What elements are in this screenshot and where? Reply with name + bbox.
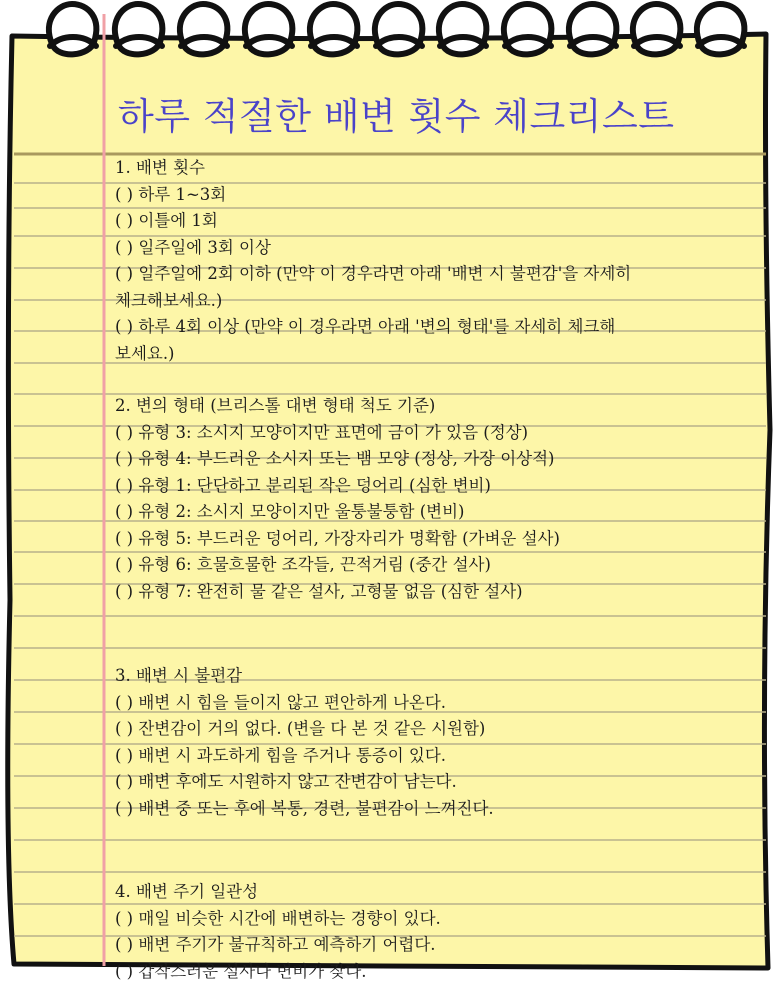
checklist-item-continuation: 체크해보세요.) bbox=[115, 288, 755, 315]
checklist-item[interactable]: ( ) 하루 4회 이상 (만약 이 경우라면 아래 '변의 형태'를 자세히 체크해 bbox=[115, 314, 755, 341]
checklist-item[interactable]: ( ) 유형 2: 소시지 모양이지만 울퉁불퉁함 (변비) bbox=[115, 499, 755, 526]
checklist-item[interactable]: ( ) 이틀에 1회 bbox=[115, 208, 755, 235]
ring-hole bbox=[245, 4, 292, 54]
section-3 bbox=[115, 663, 755, 822]
ring-hole bbox=[697, 4, 744, 54]
ring-hole bbox=[115, 4, 162, 54]
section-4 bbox=[115, 879, 755, 985]
ring-hole bbox=[439, 4, 486, 54]
checklist-item[interactable]: ( ) 갑작스러운 설사나 변비가 잦다. bbox=[115, 959, 755, 985]
checklist-item[interactable]: ( ) 일주일에 3회 이상 bbox=[115, 235, 755, 262]
checklist-item[interactable]: ( ) 유형 3: 소시지 모양이지만 표면에 금이 가 있음 (정상) bbox=[115, 420, 755, 447]
checklist-item[interactable]: ( ) 일주일에 2회 이하 (만약 이 경우라면 아래 '배변 시 불편감'을 자세히 bbox=[115, 261, 755, 288]
section-2 bbox=[115, 393, 755, 605]
ring-hole bbox=[504, 4, 551, 54]
checklist-item[interactable]: ( ) 배변 시 힘을 들이지 않고 편안하게 나온다. bbox=[115, 690, 755, 717]
section-1 bbox=[115, 155, 755, 367]
section-heading: 1. 배변 횟수 bbox=[115, 155, 755, 182]
checklist-item[interactable]: ( ) 유형 5: 부드러운 덩어리, 가장자리가 명확함 (가벼운 설사) bbox=[115, 526, 755, 553]
checklist-item[interactable]: ( ) 매일 비슷한 시간에 배변하는 경향이 있다. bbox=[115, 906, 755, 933]
ring-hole bbox=[633, 4, 680, 54]
section-heading: 3. 배변 시 불편감 bbox=[115, 663, 755, 690]
checklist-item[interactable]: ( ) 배변 시 과도하게 힘을 주거나 통증이 있다. bbox=[115, 743, 755, 770]
ring-hole bbox=[569, 4, 616, 54]
checklist-item[interactable]: ( ) 배변 후에도 시원하지 않고 잔변감이 남는다. bbox=[115, 769, 755, 796]
section-heading: 4. 배변 주기 일관성 bbox=[115, 879, 755, 906]
section-heading: 2. 변의 형태 (브리스톨 대변 형태 척도 기준) bbox=[115, 393, 755, 420]
page-title: 하루 적절한 배변 횟수 체크리스트 bbox=[118, 92, 674, 142]
checklist-item[interactable]: ( ) 유형 7: 완전히 물 같은 설사, 고형물 없음 (심한 설사) bbox=[115, 579, 755, 606]
ring-hole bbox=[49, 4, 96, 54]
checklist-item[interactable]: ( ) 배변 중 또는 후에 복통, 경련, 불편감이 느껴진다. bbox=[115, 796, 755, 823]
checklist-item[interactable]: ( ) 잔변감이 거의 없다. (변을 다 본 것 같은 시원함) bbox=[115, 716, 755, 743]
notepad-ring-holes-icon bbox=[49, 4, 744, 54]
checklist-item[interactable]: ( ) 유형 6: 흐물흐물한 조각들, 끈적거림 (중간 설사) bbox=[115, 552, 755, 579]
ring-hole bbox=[310, 4, 357, 54]
checklist bbox=[115, 155, 755, 985]
checklist-item-continuation: 보세요.) bbox=[115, 341, 755, 368]
checklist-item[interactable]: ( ) 배변 주기가 불규칙하고 예측하기 어렵다. bbox=[115, 932, 755, 959]
checklist-item[interactable]: ( ) 유형 1: 단단하고 분리된 작은 덩어리 (심한 변비) bbox=[115, 473, 755, 500]
ring-hole bbox=[375, 4, 422, 54]
checklist-item[interactable]: ( ) 유형 4: 부드러운 소시지 또는 뱀 모양 (정상, 가장 이상적) bbox=[115, 446, 755, 473]
checklist-item[interactable]: ( ) 하루 1~3회 bbox=[115, 182, 755, 209]
ring-hole bbox=[180, 4, 227, 54]
